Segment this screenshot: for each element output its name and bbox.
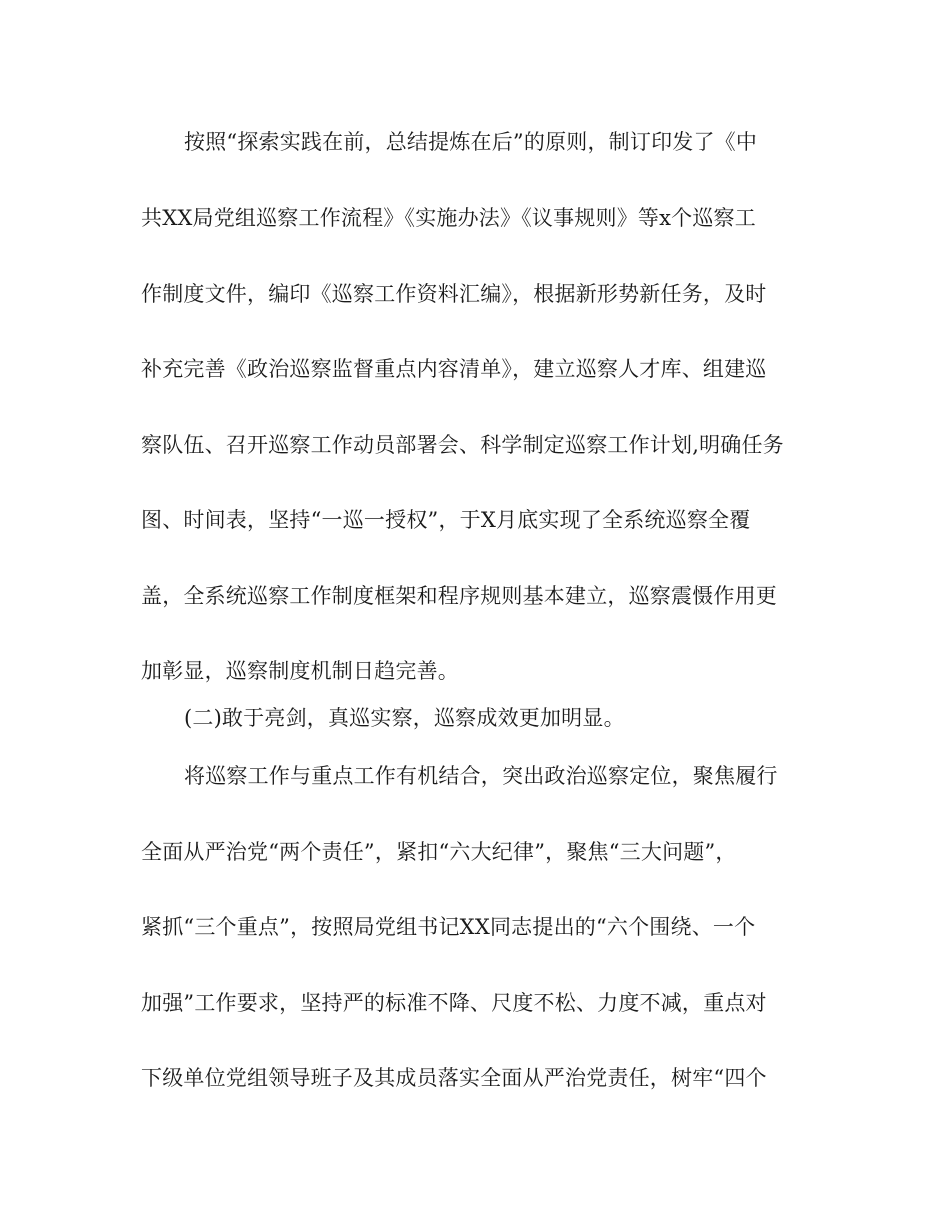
paragraph-line: 按照“探索实践在前，总结提炼在后”的原则，制订印发了《中 — [184, 130, 758, 154]
paragraph-line: 加强”工作要求，坚持严的标准不降、尺度不松、力度不减，重点对 — [141, 991, 767, 1015]
paragraph-line: 补充完善《政治巡察监督重点内容清单》，建立巡察人才库、组建巡 — [141, 357, 767, 381]
paragraph-line: 紧抓“三个重点”，按照局党组书记XX同志提出的“六个围绕、一个 — [141, 915, 756, 939]
paragraph-line: 加彰显，巡察制度机制日趋完善。 — [141, 659, 459, 683]
paragraph-line: 图、时间表，坚持“一巡一授权”，于X月底实现了全系统巡察全覆 — [141, 508, 751, 532]
paragraph-line: 将巡察工作与重点工作有机结合，突出政治巡察定位，聚焦履行 — [184, 764, 778, 788]
paragraph-line: 下级单位党组领导班子及其成员落实全面从严治党责任，树牢“四个 — [141, 1066, 767, 1090]
paragraph-line: 作制度文件，编印《巡察工作资料汇编》，根据新形势新任务，及时 — [141, 282, 767, 306]
paragraph-line: 察队伍、召开巡察工作动员部署会、科学制定巡察工作计划,明确任务 — [141, 433, 784, 457]
paragraph-line: 共XX局党组巡察工作流程》《实施办法》《议事规则》等x个巡察工 — [141, 206, 756, 230]
paragraph-line: 盖，全系统巡察工作制度框架和程序规则基本建立，巡察震慑作用更 — [141, 584, 777, 608]
paragraph-line: 全面从严治党“两个责任”，紧扣“六大纪律”，聚焦“三大问题”， — [141, 840, 737, 864]
section-heading: (二)敢于亮剑，真巡实察，巡察成效更加明显。 — [184, 706, 625, 730]
